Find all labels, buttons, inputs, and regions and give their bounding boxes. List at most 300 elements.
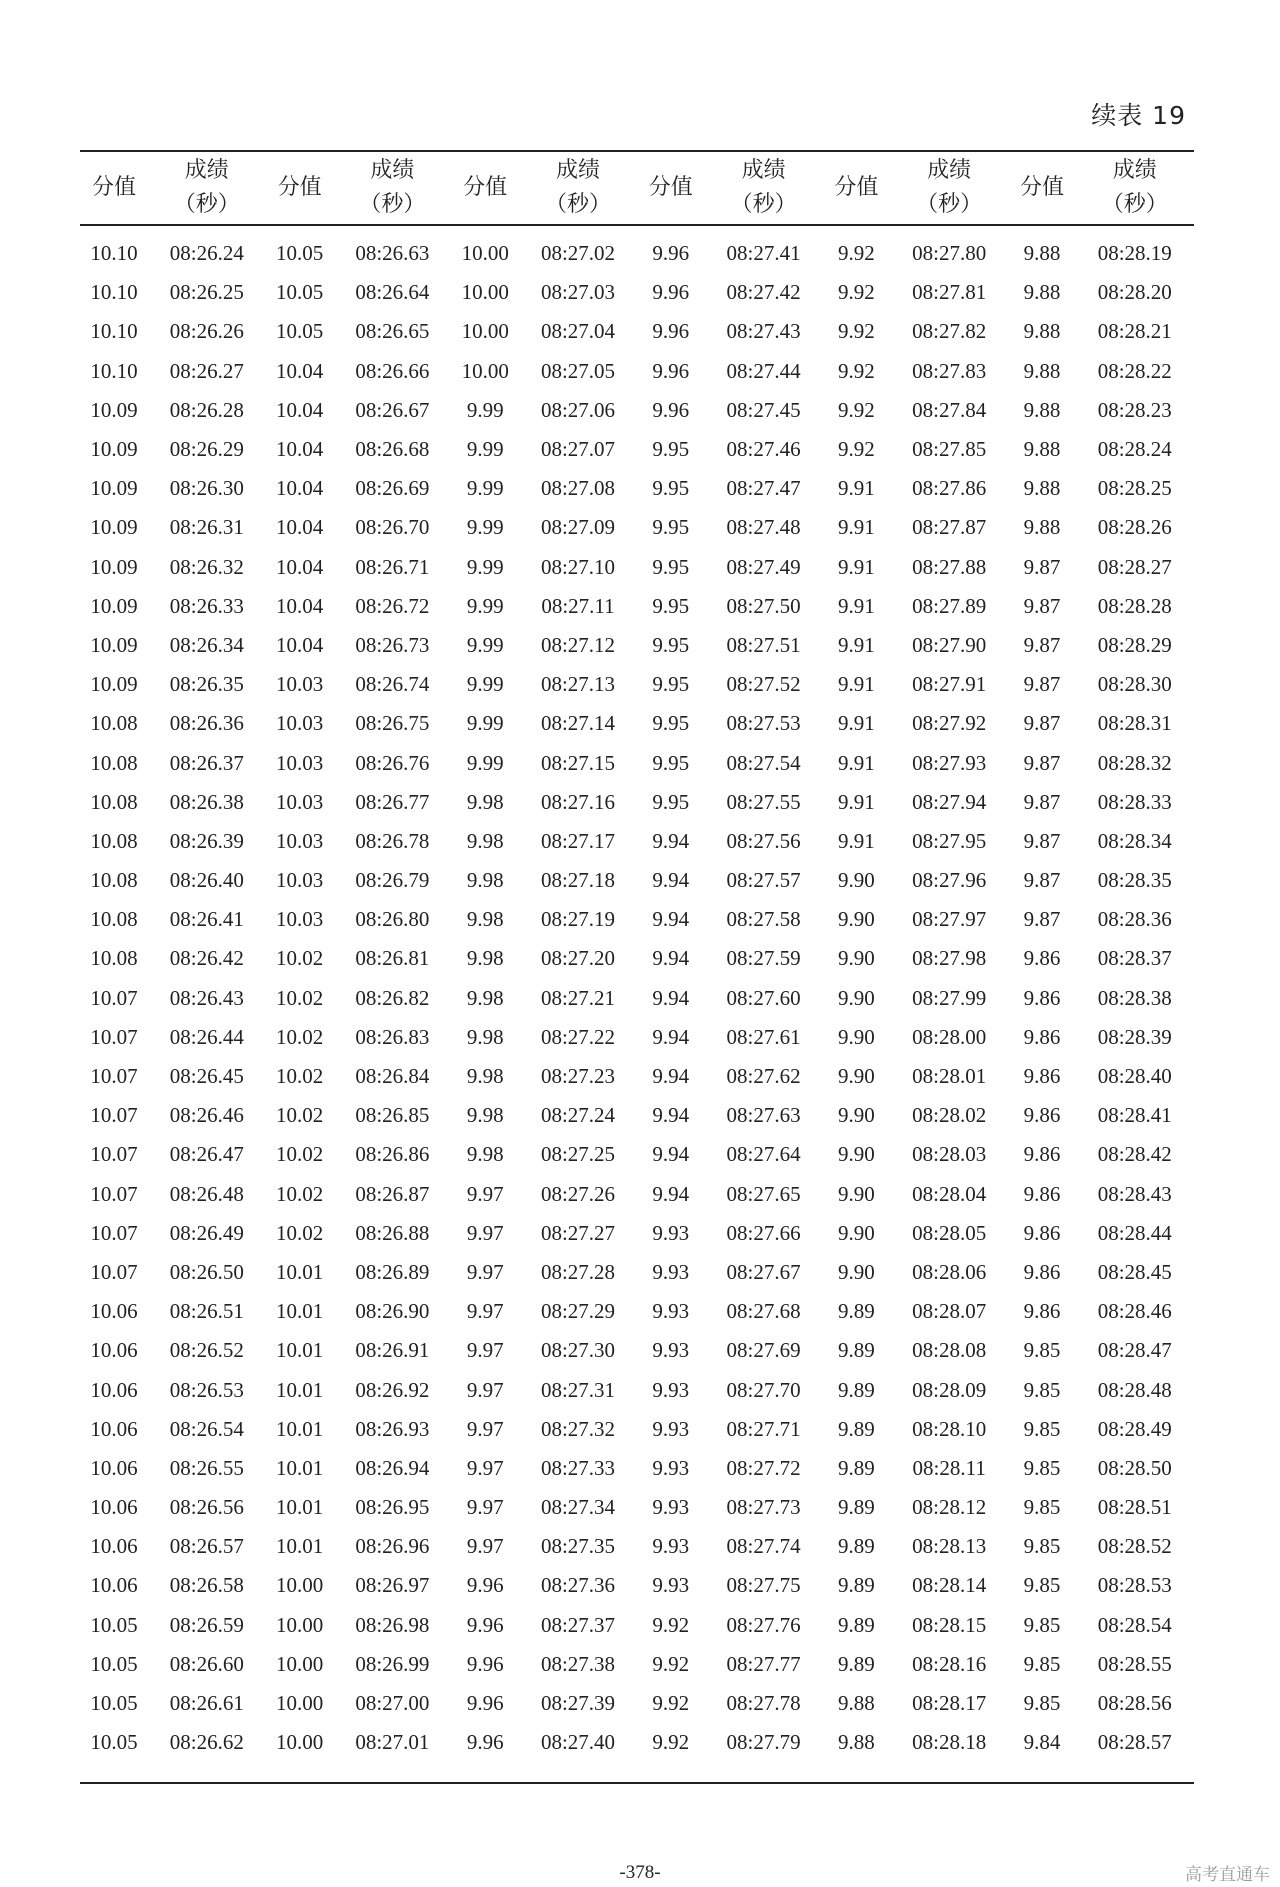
score-value-cell: 9.87 [1023,632,1061,657]
score-value-cell: 10.00 [275,1651,324,1676]
result-time-cell: 08:27.67 [726,1259,801,1284]
score-value-cell: 10.05 [90,1651,138,1676]
result-time-cell: 08:27.51 [726,632,801,657]
result-time-cell: 08:27.76 [726,1612,801,1637]
score-value-cell: 9.90 [838,1259,875,1284]
result-time-cell: 08:27.07 [540,437,616,462]
score-value-cell: 10.09 [90,476,138,501]
result-time-cell: 08:27.42 [726,280,801,305]
score-value-cell: 9.86 [1023,985,1061,1010]
score-value-cell: 10.07 [90,1024,138,1049]
table-row [80,1253,1194,1292]
score-value-cell: 9.90 [838,1024,875,1049]
result-time-cell: 08:27.23 [540,1064,616,1089]
score-value-cell: 10.02 [275,1103,324,1128]
score-value-cell: 9.85 [1023,1338,1061,1363]
table-row [80,1370,1194,1409]
result-time-cell: 08:28.08 [912,1338,987,1363]
header-result-seconds: 成绩 （秒） [1076,151,1194,225]
result-time-cell: 08:27.03 [540,280,616,305]
result-time-cell: 08:26.30 [169,476,244,501]
score-value-cell: 10.02 [275,1220,324,1245]
score-value-cell: 9.92 [838,241,875,266]
result-time-cell: 08:27.71 [726,1416,801,1441]
result-time-cell: 08:28.23 [1097,397,1172,422]
result-time-cell: 08:28.48 [1097,1377,1172,1402]
result-time-cell: 08:27.77 [726,1651,801,1676]
result-time-cell: 08:27.43 [726,319,801,344]
score-value-cell: 10.09 [90,632,138,657]
score-value-cell: 9.94 [652,1142,690,1167]
table-row [80,704,1194,743]
result-time-cell: 08:27.78 [726,1691,801,1716]
header-result-seconds: 成绩 （秒） [519,151,637,225]
result-time-cell: 08:26.34 [169,632,244,657]
result-time-cell: 08:26.89 [355,1259,430,1284]
result-time-cell: 08:27.02 [540,241,616,266]
table-row [80,979,1194,1018]
result-time-cell: 08:28.43 [1097,1181,1172,1206]
result-time-cell: 08:26.81 [355,946,430,971]
result-time-cell: 08:28.18 [912,1730,987,1755]
result-time-cell: 08:27.69 [726,1338,801,1363]
result-time-cell: 08:27.62 [726,1064,801,1089]
score-value-cell: 9.94 [652,1181,690,1206]
score-value-cell: 9.93 [652,1338,690,1363]
score-value-cell: 10.03 [275,711,324,736]
result-time-cell: 08:26.29 [169,437,244,462]
result-time-cell: 08:26.26 [169,319,244,344]
header-result-seconds: 成绩 （秒） [148,151,266,225]
result-time-cell: 08:27.18 [540,868,616,893]
result-time-cell: 08:27.57 [726,868,801,893]
table-row [80,312,1194,351]
result-time-cell: 08:27.14 [540,711,616,736]
score-value-cell: 9.97 [466,1299,504,1324]
score-value-cell: 9.97 [466,1220,504,1245]
score-value-cell: 9.91 [838,476,875,501]
score-value-cell: 9.95 [652,711,690,736]
table-row [80,548,1194,587]
result-time-cell: 08:26.44 [169,1024,244,1049]
score-value-cell: 10.05 [275,280,324,305]
score-value-cell: 10.01 [275,1299,324,1324]
score-value-cell: 9.89 [838,1573,875,1598]
score-value-cell: 9.92 [838,319,875,344]
score-value-cell: 10.01 [275,1534,324,1559]
result-time-cell: 08:28.50 [1097,1455,1172,1480]
result-time-cell: 08:26.43 [169,985,244,1010]
result-time-cell: 08:27.05 [540,358,616,383]
result-time-cell: 08:27.31 [540,1377,616,1402]
score-value-cell: 10.01 [275,1495,324,1520]
score-value-cell: 9.87 [1023,554,1061,579]
result-time-cell: 08:27.96 [912,868,987,893]
score-value-cell: 9.92 [838,280,875,305]
result-time-cell: 08:26.94 [355,1455,430,1480]
result-time-cell: 08:27.16 [540,789,616,814]
score-value-cell: 10.07 [90,1181,138,1206]
result-time-cell: 08:27.93 [912,750,987,775]
result-time-cell: 08:27.12 [540,632,616,657]
result-time-cell: 08:27.99 [912,985,987,1010]
score-value-cell: 9.98 [466,1064,504,1089]
result-time-cell: 08:26.97 [355,1573,430,1598]
score-value-cell: 10.00 [461,358,509,383]
score-value-cell: 10.06 [90,1573,138,1598]
result-time-cell: 08:26.45 [169,1064,244,1089]
score-value-cell: 9.86 [1023,1064,1061,1089]
result-time-cell: 08:26.61 [169,1691,244,1716]
result-time-cell: 08:26.57 [169,1534,244,1559]
result-time-cell: 08:28.04 [912,1181,987,1206]
header-result-seconds: 成绩 （秒） [705,151,823,225]
result-time-cell: 08:26.92 [355,1377,430,1402]
result-time-cell: 08:26.96 [355,1534,430,1559]
score-value-cell: 9.98 [466,1103,504,1128]
result-time-cell: 08:26.95 [355,1495,430,1520]
result-time-cell: 08:27.19 [540,907,616,932]
result-time-cell: 08:27.73 [726,1495,801,1520]
score-value-cell: 9.88 [838,1691,875,1716]
score-value-cell: 10.08 [90,907,138,932]
score-value-cell: 10.09 [90,515,138,540]
result-time-cell: 08:26.72 [355,593,430,618]
result-time-cell: 08:27.50 [726,593,801,618]
score-value-cell: 9.96 [652,319,690,344]
result-time-cell: 08:28.15 [912,1612,987,1637]
header-score-value: 分值 [451,151,519,225]
result-time-cell: 08:26.51 [169,1299,244,1324]
score-value-cell: 9.90 [838,1181,875,1206]
table-row [80,1488,1194,1527]
result-time-cell: 08:26.52 [169,1338,244,1363]
result-time-cell: 08:27.63 [726,1103,801,1128]
score-value-cell: 10.03 [275,907,324,932]
result-time-cell: 08:27.30 [540,1338,616,1363]
result-time-cell: 08:28.38 [1097,985,1172,1010]
result-time-cell: 08:27.28 [540,1259,616,1284]
result-time-cell: 08:26.53 [169,1377,244,1402]
score-value-cell: 10.00 [461,241,509,266]
result-time-cell: 08:28.35 [1097,868,1172,893]
result-time-cell: 08:27.87 [912,515,987,540]
score-value-cell: 9.87 [1023,593,1061,618]
score-value-cell: 10.06 [90,1455,138,1480]
result-time-cell: 08:27.68 [726,1299,801,1324]
result-time-cell: 08:27.84 [912,397,987,422]
score-value-cell: 9.89 [838,1651,875,1676]
score-value-cell: 9.92 [838,437,875,462]
score-value-cell: 10.01 [275,1377,324,1402]
score-value-cell: 9.86 [1023,1220,1061,1245]
result-time-cell: 08:26.62 [169,1730,244,1755]
score-conversion-table [80,150,1194,1784]
score-value-cell: 10.05 [275,319,324,344]
score-value-cell: 9.88 [1023,358,1061,383]
score-value-cell: 9.85 [1023,1495,1061,1520]
result-time-cell: 08:28.33 [1097,789,1172,814]
score-value-cell: 9.97 [466,1455,504,1480]
result-time-cell: 08:27.17 [540,828,616,853]
result-time-cell: 08:27.11 [541,593,615,618]
score-value-cell: 9.90 [838,868,875,893]
result-time-cell: 08:26.33 [169,593,244,618]
score-value-cell: 9.88 [1023,515,1061,540]
score-value-cell: 10.06 [90,1495,138,1520]
score-value-cell: 9.89 [838,1495,875,1520]
score-value-cell: 9.93 [652,1220,690,1245]
score-value-cell: 10.06 [90,1377,138,1402]
result-time-cell: 08:27.53 [726,711,801,736]
result-time-cell: 08:27.33 [540,1455,616,1480]
table-row [80,587,1194,626]
table-row [80,234,1194,273]
score-value-cell: 9.93 [652,1455,690,1480]
result-time-cell: 08:26.64 [355,280,430,305]
score-value-cell: 9.89 [838,1338,875,1363]
result-time-cell: 08:27.74 [726,1534,801,1559]
score-value-cell: 9.91 [838,554,875,579]
score-value-cell: 9.93 [652,1299,690,1324]
score-value-cell: 9.85 [1023,1651,1061,1676]
score-value-cell: 10.05 [90,1691,138,1716]
result-time-cell: 08:26.27 [169,358,244,383]
score-value-cell: 9.90 [838,907,875,932]
score-value-cell: 10.07 [90,985,138,1010]
result-time-cell: 08:28.32 [1097,750,1172,775]
score-value-cell: 9.87 [1023,750,1061,775]
score-value-cell: 10.09 [90,437,138,462]
result-time-cell: 08:26.35 [169,672,244,697]
score-value-cell: 9.91 [838,828,875,853]
score-value-cell: 10.01 [275,1338,324,1363]
score-value-cell: 9.95 [652,515,690,540]
result-time-cell: 08:26.49 [169,1220,244,1245]
table-row [80,1684,1194,1723]
table-row [80,1606,1194,1645]
score-value-cell: 9.89 [838,1416,875,1441]
result-time-cell: 08:27.45 [726,397,801,422]
score-value-cell: 9.91 [838,593,875,618]
score-value-cell: 9.85 [1023,1377,1061,1402]
score-value-cell: 10.06 [90,1338,138,1363]
result-time-cell: 08:28.10 [912,1416,987,1441]
score-value-cell: 9.87 [1023,789,1061,814]
score-value-cell: 9.91 [838,750,875,775]
score-value-cell: 9.87 [1023,711,1061,736]
score-value-cell: 9.99 [466,437,504,462]
result-time-cell: 08:26.66 [355,358,430,383]
score-value-cell: 9.98 [466,907,504,932]
score-value-cell: 10.06 [90,1534,138,1559]
score-value-cell: 9.91 [838,789,875,814]
result-time-cell: 08:27.83 [912,358,987,383]
score-value-cell: 9.92 [652,1691,690,1716]
result-time-cell: 08:26.84 [355,1064,430,1089]
score-value-cell: 9.92 [838,397,875,422]
result-time-cell: 08:26.60 [169,1651,244,1676]
result-time-cell: 08:27.90 [912,632,987,657]
score-value-cell: 9.93 [652,1259,690,1284]
score-value-cell: 10.02 [275,1024,324,1049]
result-time-cell: 08:27.47 [726,476,801,501]
score-value-cell: 9.88 [1023,319,1061,344]
result-time-cell: 08:27.10 [540,554,616,579]
score-value-cell: 9.92 [652,1651,690,1676]
result-time-cell: 08:28.29 [1097,632,1172,657]
score-value-cell: 9.96 [466,1651,504,1676]
score-value-cell: 9.85 [1023,1416,1061,1441]
score-value-cell: 9.98 [466,868,504,893]
score-value-cell: 9.95 [652,672,690,697]
score-value-cell: 9.89 [838,1455,875,1480]
score-value-cell: 10.03 [275,868,324,893]
score-value-cell: 9.97 [466,1181,504,1206]
score-value-cell: 9.98 [466,828,504,853]
header-result-seconds: 成绩 （秒） [890,151,1008,225]
score-value-cell: 9.96 [466,1730,504,1755]
result-time-cell: 08:27.64 [726,1142,801,1167]
header-result-seconds: 成绩 （秒） [334,151,452,225]
score-value-cell: 10.04 [275,632,324,657]
table-row [80,352,1194,391]
score-value-cell: 9.89 [838,1612,875,1637]
score-value-cell: 9.87 [1023,907,1061,932]
result-time-cell: 08:27.82 [912,319,987,344]
score-value-cell: 10.01 [275,1416,324,1441]
result-time-cell: 08:27.26 [540,1181,616,1206]
result-time-cell: 08:28.36 [1097,907,1172,932]
score-value-cell: 10.08 [90,750,138,775]
result-time-cell: 08:27.54 [726,750,801,775]
score-value-cell: 10.04 [275,593,324,618]
score-value-cell: 10.02 [275,1142,324,1167]
score-value-cell: 9.93 [652,1377,690,1402]
table-row [80,1292,1194,1331]
result-time-cell: 08:28.52 [1097,1534,1172,1559]
result-time-cell: 08:26.73 [355,632,430,657]
result-time-cell: 08:26.25 [169,280,244,305]
result-time-cell: 08:27.70 [726,1377,801,1402]
score-value-cell: 9.86 [1023,1259,1061,1284]
result-time-cell: 08:27.00 [355,1691,430,1716]
result-time-cell: 08:26.79 [355,868,430,893]
result-time-cell: 08:26.83 [355,1024,430,1049]
result-time-cell: 08:28.22 [1097,358,1172,383]
score-value-cell: 10.04 [275,554,324,579]
score-value-cell: 10.06 [90,1299,138,1324]
result-time-cell: 08:27.21 [540,985,616,1010]
score-value-cell: 10.07 [90,1259,138,1284]
score-value-cell: 9.88 [1023,397,1061,422]
score-value-cell: 9.98 [466,1142,504,1167]
result-time-cell: 08:28.24 [1097,437,1172,462]
score-value-cell: 9.96 [466,1612,504,1637]
result-time-cell: 08:26.58 [169,1573,244,1598]
result-time-cell: 08:28.17 [912,1691,987,1716]
table-row [80,1331,1194,1370]
result-time-cell: 08:27.80 [912,241,987,266]
result-time-cell: 08:27.36 [540,1573,616,1598]
result-time-cell: 08:28.21 [1097,319,1172,344]
score-value-cell: 9.94 [652,946,690,971]
result-time-cell: 08:28.42 [1097,1142,1172,1167]
result-time-cell: 08:26.71 [355,554,430,579]
result-time-cell: 08:28.00 [912,1024,987,1049]
score-value-cell: 10.05 [275,241,324,266]
score-value-cell: 9.97 [466,1259,504,1284]
result-time-cell: 08:27.95 [912,828,987,853]
result-time-cell: 08:28.40 [1097,1064,1172,1089]
result-time-cell: 08:26.87 [355,1181,430,1206]
score-value-cell: 9.91 [838,515,875,540]
score-value-cell: 10.02 [275,1064,324,1089]
result-time-cell: 08:26.37 [169,750,244,775]
score-value-cell: 10.00 [461,280,509,305]
result-time-cell: 08:27.13 [540,672,616,697]
score-value-cell: 10.10 [90,319,138,344]
score-value-cell: 10.04 [275,437,324,462]
score-value-cell: 9.99 [466,515,504,540]
score-value-cell: 9.99 [466,593,504,618]
score-value-cell: 10.03 [275,789,324,814]
score-value-cell: 9.94 [652,1103,690,1128]
result-time-cell: 08:26.80 [355,907,430,932]
score-value-cell: 9.90 [838,1220,875,1245]
header-score-value: 分值 [822,151,890,225]
table-row [80,783,1194,822]
score-value-cell: 9.86 [1023,1142,1061,1167]
table-body [80,234,1194,1783]
watermark: 高考直通车 [1185,1865,1270,1885]
result-time-cell: 08:28.47 [1097,1338,1172,1363]
result-time-cell: 08:27.97 [912,907,987,932]
score-value-cell: 9.93 [652,1495,690,1520]
result-time-cell: 08:28.27 [1097,554,1172,579]
table-row [80,469,1194,508]
result-time-cell: 08:27.59 [726,946,801,971]
score-value-cell: 9.89 [838,1377,875,1402]
score-value-cell: 9.97 [466,1416,504,1441]
result-time-cell: 08:26.82 [355,985,430,1010]
table-row [80,861,1194,900]
score-value-cell: 9.97 [466,1534,504,1559]
result-time-cell: 08:28.12 [912,1495,987,1520]
result-time-cell: 08:27.66 [726,1220,801,1245]
table-row [80,1096,1194,1135]
result-time-cell: 08:26.48 [169,1181,244,1206]
result-time-cell: 08:27.88 [912,554,987,579]
score-value-cell: 9.87 [1023,672,1061,697]
result-time-cell: 08:28.39 [1097,1024,1172,1049]
result-time-cell: 08:27.61 [726,1024,801,1049]
score-value-cell: 9.99 [466,672,504,697]
score-value-cell: 9.85 [1023,1455,1061,1480]
score-value-cell: 9.93 [652,1573,690,1598]
result-time-cell: 08:27.25 [540,1142,616,1167]
score-value-cell: 9.86 [1023,946,1061,971]
result-time-cell: 08:26.36 [169,711,244,736]
table-row [80,1057,1194,1096]
score-value-cell: 9.97 [466,1377,504,1402]
result-time-cell: 08:28.34 [1097,828,1172,853]
result-time-cell: 08:26.47 [169,1142,244,1167]
result-time-cell: 08:28.02 [912,1103,987,1128]
score-value-cell: 9.96 [466,1691,504,1716]
table-header-row [80,151,1194,225]
table-row [80,900,1194,939]
